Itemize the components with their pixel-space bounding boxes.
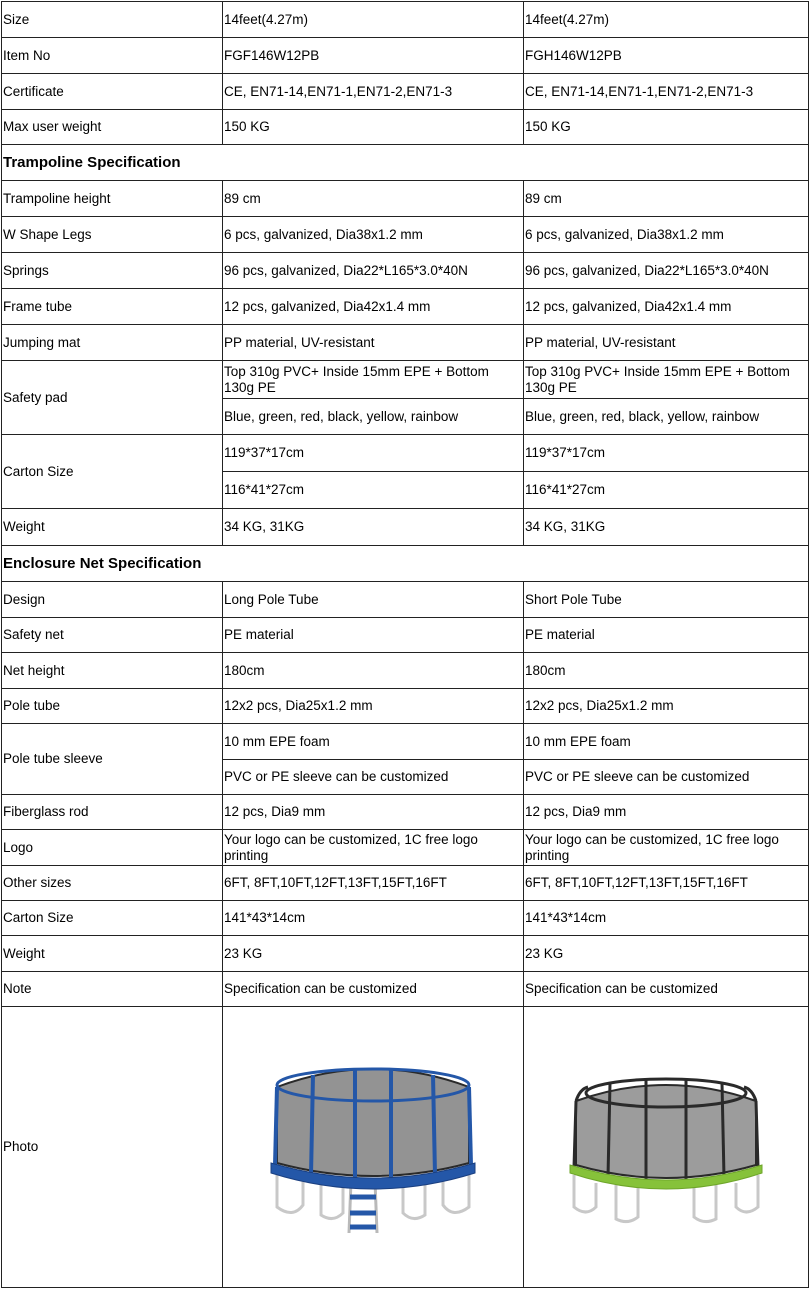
- table-row: [2, 253, 809, 289]
- table-row: [2, 435, 809, 472]
- cell-value: 12 pcs, galvanized, Dia42x1.4 mm: [524, 289, 809, 325]
- cell-value: Long Pole Tube: [223, 582, 524, 618]
- cell-value: Top 310g PVC+ Inside 15mm EPE + Bottom 130g PE: [223, 361, 524, 399]
- photo-row: [2, 1007, 809, 1288]
- photo-cell-short-pole: [524, 1007, 809, 1288]
- table-row: [2, 866, 809, 901]
- cell-value: Your logo can be customized, 1C free logo printing: [524, 830, 809, 866]
- cell-value: 89 cm: [223, 181, 524, 217]
- cell-value: 141*43*14cm: [524, 901, 809, 936]
- cell-value: 180cm: [223, 653, 524, 689]
- cell-value: 180cm: [524, 653, 809, 689]
- cell-value: Top 310g PVC+ Inside 15mm EPE + Bottom 130g PE: [524, 361, 809, 399]
- row-label: Fiberglass rod: [2, 795, 223, 830]
- table-row: [2, 289, 809, 325]
- cell-value: 141*43*14cm: [223, 901, 524, 936]
- cell-value: 119*37*17cm: [223, 435, 524, 472]
- cell-value: Short Pole Tube: [524, 582, 809, 618]
- row-label: Other sizes: [2, 866, 223, 901]
- cell-value: Blue, green, red, black, yellow, rainbow: [223, 399, 524, 435]
- cell-value: 12x2 pcs, Dia25x1.2 mm: [223, 689, 524, 724]
- row-label: Frame tube: [2, 289, 223, 325]
- table-row: [2, 361, 809, 399]
- row-label: Weight: [2, 936, 223, 972]
- cell-value: 12 pcs, Dia9 mm: [223, 795, 524, 830]
- cell-value: 119*37*17cm: [524, 435, 809, 472]
- cell-value: 23 KG: [223, 936, 524, 972]
- cell-value: PE material: [524, 618, 809, 653]
- cell-value: FGF146W12PB: [223, 38, 524, 74]
- cell-value: 12 pcs, Dia9 mm: [524, 795, 809, 830]
- cell-value: 12 pcs, galvanized, Dia42x1.4 mm: [223, 289, 524, 325]
- cell-value: PP material, UV-resistant: [524, 325, 809, 361]
- row-label: Logo: [2, 830, 223, 866]
- row-label: Certificate: [2, 74, 223, 110]
- table-row: [2, 830, 809, 866]
- table-row: [2, 110, 809, 145]
- cell-value: 34 KG, 31KG: [223, 509, 524, 546]
- cell-value: Specification can be customized: [223, 972, 524, 1007]
- row-label: W Shape Legs: [2, 217, 223, 253]
- cell-value: 6FT, 8FT,10FT,12FT,13FT,15FT,16FT: [223, 866, 524, 901]
- row-label: Size: [2, 2, 223, 38]
- cell-value: 6 pcs, galvanized, Dia38x1.2 mm: [223, 217, 524, 253]
- cell-value: CE, EN71-14,EN71-1,EN71-2,EN71-3: [223, 74, 524, 110]
- row-label: Note: [2, 972, 223, 1007]
- spec-table: [1, 1, 809, 1288]
- row-label: Design: [2, 582, 223, 618]
- cell-value: 10 mm EPE foam: [524, 724, 809, 760]
- table-row: [2, 724, 809, 760]
- row-label: Trampoline height: [2, 181, 223, 217]
- cell-value: 6FT, 8FT,10FT,12FT,13FT,15FT,16FT: [524, 866, 809, 901]
- section-heading-trampoline: Trampoline Specification: [2, 145, 809, 181]
- section-header-row: [2, 546, 809, 582]
- row-label: Springs: [2, 253, 223, 289]
- section-heading-enclosure: Enclosure Net Specification: [2, 546, 809, 582]
- cell-value: PVC or PE sleeve can be customized: [223, 760, 524, 795]
- cell-value: 150 KG: [524, 110, 809, 145]
- table-row: [2, 509, 809, 546]
- cell-value: 96 pcs, galvanized, Dia22*L165*3.0*40N: [524, 253, 809, 289]
- cell-value: Blue, green, red, black, yellow, rainbow: [524, 399, 809, 435]
- table-row: [2, 325, 809, 361]
- cell-value: 14feet(4.27m): [223, 2, 524, 38]
- table-row: [2, 795, 809, 830]
- table-row: [2, 653, 809, 689]
- row-label: Safety net: [2, 618, 223, 653]
- cell-value: Specification can be customized: [524, 972, 809, 1007]
- table-row: [2, 582, 809, 618]
- table-row: [2, 901, 809, 936]
- photo-cell-long-pole: [223, 1007, 524, 1288]
- cell-value: PE material: [223, 618, 524, 653]
- cell-value: 96 pcs, galvanized, Dia22*L165*3.0*40N: [223, 253, 524, 289]
- cell-value: 89 cm: [524, 181, 809, 217]
- cell-value: 34 KG, 31KG: [524, 509, 809, 546]
- cell-value: Your logo can be customized, 1C free logo printing: [223, 830, 524, 866]
- row-label: Net height: [2, 653, 223, 689]
- cell-value: FGH146W12PB: [524, 38, 809, 74]
- row-label: Item No: [2, 38, 223, 74]
- cell-value: 14feet(4.27m): [524, 2, 809, 38]
- table-row: [2, 74, 809, 110]
- cell-value: PVC or PE sleeve can be customized: [524, 760, 809, 795]
- row-label: Safety pad: [2, 361, 223, 435]
- row-label: Jumping mat: [2, 325, 223, 361]
- cell-value: 150 KG: [223, 110, 524, 145]
- table-row: [2, 689, 809, 724]
- table-row: [2, 2, 809, 38]
- cell-value: 12x2 pcs, Dia25x1.2 mm: [524, 689, 809, 724]
- cell-value: PP material, UV-resistant: [223, 325, 524, 361]
- cell-value: CE, EN71-14,EN71-1,EN71-2,EN71-3: [524, 74, 809, 110]
- cell-value: 6 pcs, galvanized, Dia38x1.2 mm: [524, 217, 809, 253]
- cell-value: 23 KG: [524, 936, 809, 972]
- row-label: Photo: [2, 1007, 223, 1288]
- cell-value: 10 mm EPE foam: [223, 724, 524, 760]
- trampoline-green-image: [566, 1067, 766, 1227]
- table-row: [2, 618, 809, 653]
- cell-value: 116*41*27cm: [223, 472, 524, 509]
- table-row: [2, 181, 809, 217]
- row-label: Pole tube sleeve: [2, 724, 223, 795]
- table-row: [2, 38, 809, 74]
- table-row: [2, 936, 809, 972]
- table-row: [2, 972, 809, 1007]
- row-label: Max user weight: [2, 110, 223, 145]
- table-row: [2, 217, 809, 253]
- cell-value: 116*41*27cm: [524, 472, 809, 509]
- row-label: Carton Size: [2, 435, 223, 509]
- row-label: Weight: [2, 509, 223, 546]
- trampoline-blue-image: [263, 1057, 483, 1237]
- row-label: Pole tube: [2, 689, 223, 724]
- section-header-row: [2, 145, 809, 181]
- row-label: Carton Size: [2, 901, 223, 936]
